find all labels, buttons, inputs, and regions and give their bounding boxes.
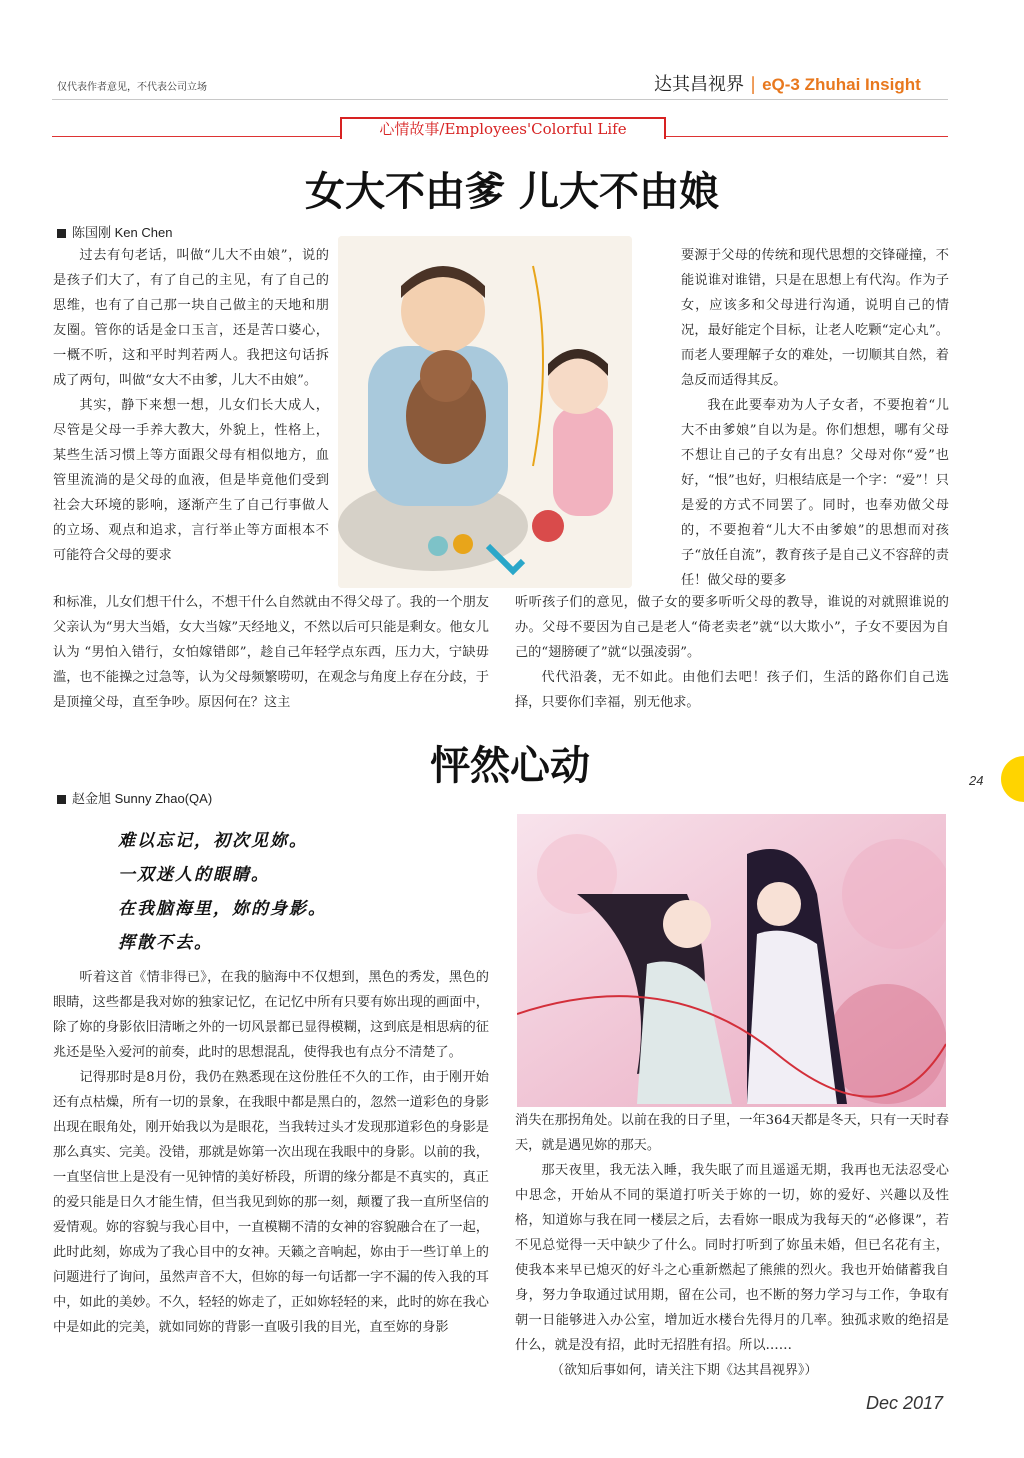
article1-right-bottom bbox=[515, 590, 949, 715]
poem bbox=[118, 824, 327, 960]
column-tag: 心情故事/Employees'Colorful Life bbox=[340, 117, 666, 139]
poem-line: 在我脑海里，妳的身影。 bbox=[118, 899, 327, 919]
page-tab bbox=[1001, 756, 1024, 802]
paragraph: 消失在那拐角处。以前在我的日子里，一年364天都是冬天，只有一天时春天，就是遇见妳的那天。 bbox=[515, 1113, 949, 1153]
continued-note: （欲知后事如何，请关注下期《达其昌视界》） bbox=[551, 1363, 818, 1378]
publication-name: 达其昌视界 bbox=[654, 74, 744, 95]
paragraph: 那天夜里，我无法入睡，我失眠了而且遥遥无期，我再也无法忍受心中思念，开始从不同的渠道打听关于妳的一切，妳的爱好、兴趣以及性格，知道妳与我在同一楼层之后，去看妳一眼成为我每天的“必修课”，若不见总觉得一天中缺少了什么。同时打听到了妳虽未婚，但已名花有主，使我本来早已熄灭的好斗之心重新燃起了熊熊的烈火。我也开始储蓄我自身，努力争取通过试用期，留在公司，也不断的努力学习与工作，争取有朝一日能够进入办公室，增加近水楼台先得月的几率。独孤求败的绝招是什么，就是没有招，此时无招胜有招。所以…… bbox=[515, 1163, 949, 1353]
paragraph: 听听孩子们的意见，做子女的要多听听父母的教导，谁说的对就照谁说的办。父母不要因为自己是老人“倚老卖老”就“以大欺小”，子女不要因为自己的“翅膀硬了”就“以强凌弱”。 bbox=[515, 595, 949, 660]
byline-square-icon bbox=[57, 229, 66, 238]
paragraph: 我在此要奉劝为人子女者，不要抱着“儿大不由爹娘”自以为是。你们想想，哪有父母不想让自己的子女有出息？父母对你“爱”也好，“恨”也好，归根结底是一个字：“爱”！只是爱的方式不同罢了。同时，也奉劝做父母的，不要抱着“儿大不由爹娘”的思想而对孩子“放任自流”，教育孩子是自己义不容辞的责任！做父母的要多 bbox=[681, 398, 949, 588]
paragraph: 记得那时是8月份，我仍在熟悉现在这份胜任不久的工作，由于刚开始还有点枯燥，所有一切的景象，在我眼中都是黑白的，忽然一道彩色的身影出现在眼角处，刚开始我以为是眼花，当我转过头才发现那道彩色的身影是那么真实、完美。没错，那就是妳第一次出现在我眼中的身影。以前的我，一直坚信世上是没有一见钟情的美好桥段，所谓的缘分都是不真实的，真正的爱只能是日久才能生情，但当我见到妳的那一刻，颠覆了我一直所坚信的爱情观。妳的容貌与我心目中，一直模糊不清的女神的容貌融合在了一起，此时此刻，妳成为了我心目中的女神。天籁之音响起，妳由于一些订单上的问题进行了询问，虽然声音不大，但妳的每一句话都一字不漏的传入我的耳中，如此的美妙。不久，轻轻的妳走了，正如妳轻轻的来，此时的妳在我心中是如此的完美，就如同妳的背影一直吸引我的目光，直至妳的身影 bbox=[53, 1070, 489, 1335]
masthead bbox=[654, 70, 921, 96]
article2-title: 怦然心动 bbox=[430, 742, 590, 789]
paragraph: 要源于父母的传统和现代思想的交锋碰撞，不能说谁对谁错，只是在思想上有代沟。作为子女，应该多和父母进行沟通，说明自己的情况，最好能定个目标，让老人吃颗“定心丸”。而老人要理解子女的难处，一切顺其自然，着急反而适得其反。 bbox=[681, 248, 949, 388]
poem-line: 难以忘记，初次见妳。 bbox=[118, 831, 308, 851]
page-number: 24 bbox=[969, 773, 984, 788]
paragraph: 和标准，儿女们想干什么，不想干什么自然就由不得父母了。我的一个朋友父亲认为“男大当婚，女大当嫁”天经地义，不然以后可只能是剩女。他女儿认为 “男怕入错行，女怕嫁错郎”，趁自己年轻学点东西，压力大，宁缺毋滥，也不能操之过急等，认为父母频繁唠叨，在观念与角度上存在分歧，于是顶撞父母，直至争吵。原因何在？这主 bbox=[53, 595, 489, 710]
issue-date: Dec 2017 bbox=[866, 1393, 944, 1413]
article1-author: 陈国刚 Ken Chen bbox=[72, 225, 173, 240]
paragraph: 听着这首《情非得已》，在我的脑海中不仅想到，黑色的秀发，黑色的眼睛，这些都是我对妳的独家记忆，在记忆中所有只要有妳出现的画面中，除了妳的身影依旧清晰之外的一切风景都已显得模糊，这到底是相思病的征兆还是坠入爱河的前奏，此时的思想混乱，使得我也有点分不清楚了。 bbox=[53, 970, 489, 1060]
byline-square-icon bbox=[57, 795, 66, 804]
article2-byline bbox=[57, 788, 212, 807]
article2-author: 赵金旭 Sunny Zhao(QA) bbox=[72, 791, 213, 806]
father-daughter-illustration bbox=[338, 236, 632, 588]
article2-right-column bbox=[515, 1108, 949, 1383]
article1-left-column bbox=[53, 243, 329, 568]
anime-couple-illustration bbox=[517, 814, 946, 1107]
header-rule bbox=[52, 99, 948, 100]
paragraph: 代代沿袭，无不如此。由他们去吧！孩子们，生活的路你们自己选择，只要你们幸福，别无他求。 bbox=[515, 670, 949, 710]
article1-left-bottom bbox=[53, 590, 489, 715]
paragraph: 其实，静下来想一想，儿女们长大成人，尽管是父母一手养大教大，外貌上，性格上，某些生活习惯上等方面跟父母有相似地方，血管里流淌的是父母的血液，但是毕竟他们受到社会大环境的影响，逐渐产生了自己行事做人的立场、观点和追求，言行举止等方面根本不可能符合父母的要求 bbox=[53, 398, 329, 563]
article1-byline bbox=[57, 222, 172, 241]
article1-right-column bbox=[681, 243, 949, 593]
poem-line: 一双迷人的眼睛。 bbox=[118, 865, 270, 885]
disclaimer: 仅代表作者意见，不代表公司立场 bbox=[57, 82, 207, 93]
paragraph: 过去有句老话，叫做“儿大不由娘”，说的是孩子们大了，有了自己的主见，有了自己的思维，也有了自己那一块自己做主的天地和朋友圈。管你的话是金口玉言，还是苦口婆心，一概不听，这和平时判若两人。我把这句话拆成了两句，叫做“女大不由爹，儿大不由娘”。 bbox=[53, 248, 329, 388]
masthead-separator: | bbox=[750, 74, 757, 95]
poem-line: 挥散不去。 bbox=[118, 933, 213, 953]
article2-left-column bbox=[53, 965, 489, 1340]
article1-title: 女大不由爹 儿大不由娘 bbox=[305, 168, 719, 215]
brand-name: eQ-3 Zhuhai Insight bbox=[762, 75, 921, 94]
